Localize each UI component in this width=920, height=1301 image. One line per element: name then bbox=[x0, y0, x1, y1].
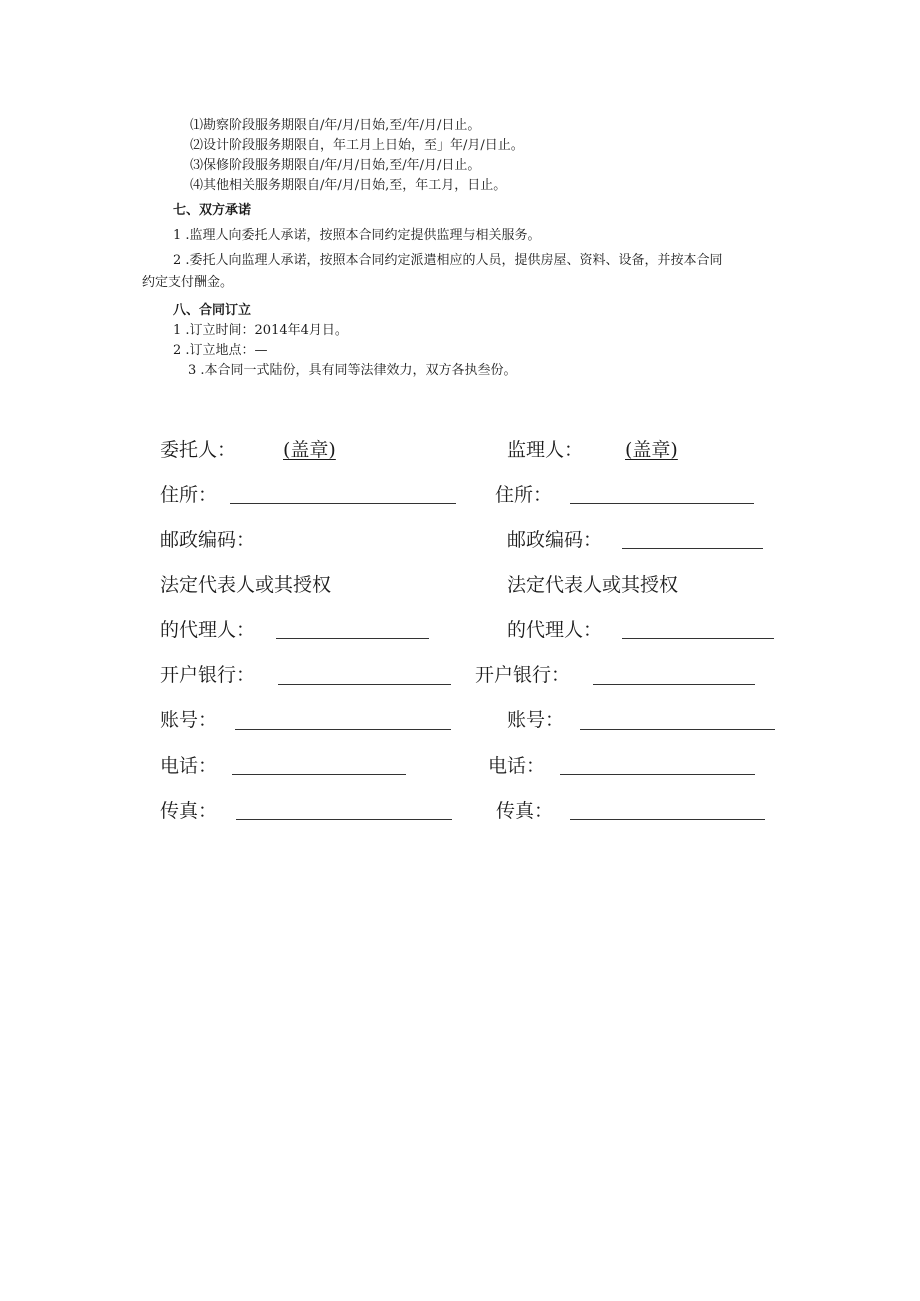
left-phone-line[interactable] bbox=[232, 774, 406, 775]
left-fax-line[interactable] bbox=[236, 819, 452, 820]
section8-item2: 2 .订立地点：— bbox=[173, 343, 268, 358]
section7-item2-line1: 2 .委托人向监理人承诺，按照本合同约定派遣相应的人员，提供房屋、资料、设备，并按本合同 bbox=[173, 253, 723, 268]
right-party-label: 监理人： bbox=[507, 439, 584, 461]
right-stamp: (盖章) bbox=[625, 439, 678, 461]
left-bank-line[interactable] bbox=[278, 684, 451, 685]
right-postal-line[interactable] bbox=[622, 548, 763, 549]
section8-title: 八、合同订立 bbox=[173, 303, 252, 318]
right-bank-label: 开户银行： bbox=[475, 664, 571, 686]
section8-item3: 3 .本合同一式陆份，具有同等法律效力，双方各执叁份。 bbox=[188, 363, 517, 378]
right-rep-line[interactable] bbox=[622, 638, 774, 639]
right-rep-label-line1: 法定代表人或其授权 bbox=[507, 574, 679, 596]
service-period-survey: ⑴勘察阶段服务期限自/年/月/日始,至/年/月/日止。 bbox=[190, 118, 481, 133]
right-address-label: 住所： bbox=[495, 484, 553, 506]
right-phone-label: 电话： bbox=[488, 755, 546, 777]
left-address-line[interactable] bbox=[230, 503, 456, 504]
right-bank-line[interactable] bbox=[593, 684, 755, 685]
left-bank-label: 开户银行： bbox=[160, 664, 256, 686]
right-postal-label: 邮政编码： bbox=[507, 529, 603, 551]
left-party-label: 委托人： bbox=[160, 439, 237, 461]
right-fax-label: 传真： bbox=[496, 800, 554, 822]
left-postal-label: 邮政编码： bbox=[160, 529, 256, 551]
right-account-label: 账号： bbox=[507, 709, 565, 731]
right-rep-label-line2: 的代理人： bbox=[507, 619, 603, 641]
section7-item2-line2: 约定支付酬金。 bbox=[142, 275, 234, 290]
left-rep-label-line1: 法定代表人或其授权 bbox=[160, 574, 332, 596]
section7-item1: 1 .监理人向委托人承诺，按照本合同约定提供监理与相关服务。 bbox=[173, 228, 541, 243]
left-stamp: (盖章) bbox=[283, 439, 336, 461]
right-phone-line[interactable] bbox=[560, 774, 755, 775]
left-account-label: 账号： bbox=[160, 709, 218, 731]
left-rep-label-line2: 的代理人： bbox=[160, 619, 256, 641]
right-account-line[interactable] bbox=[580, 729, 775, 730]
service-period-warranty: ⑶保修阶段服务期限自/年/月/日始,至/年/月/日止。 bbox=[190, 158, 481, 173]
right-fax-line[interactable] bbox=[570, 819, 765, 820]
section8-item1: 1 .订立时间：2014年4月日。 bbox=[173, 323, 348, 338]
left-account-line[interactable] bbox=[235, 729, 451, 730]
left-fax-label: 传真： bbox=[160, 800, 218, 822]
left-rep-line[interactable] bbox=[276, 638, 429, 639]
service-period-design: ⑵设计阶段服务期限自，年工月上日始，至」年/月/日止。 bbox=[190, 138, 524, 153]
left-address-label: 住所： bbox=[160, 484, 218, 506]
section7-title: 七、双方承诺 bbox=[173, 203, 252, 218]
left-phone-label: 电话： bbox=[160, 755, 218, 777]
service-period-other: ⑷其他相关服务期限自/年/月/日始,至，年工月，日止。 bbox=[190, 178, 507, 193]
right-address-line[interactable] bbox=[570, 503, 754, 504]
